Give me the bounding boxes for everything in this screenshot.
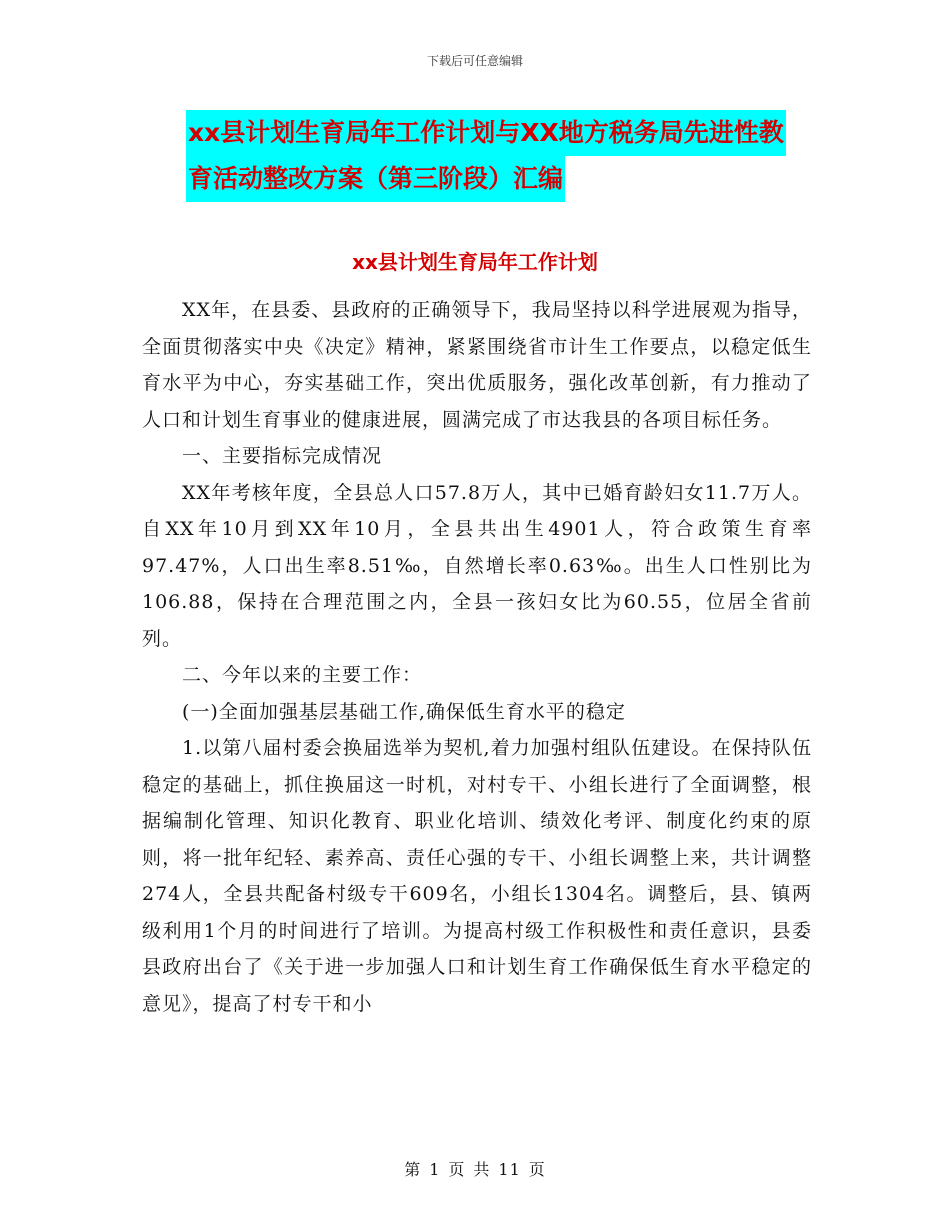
heading-main-work: 二、今年以来的主要工作： [182,664,423,686]
paragraph-team-building: 1.以第八届村委会换届选举为契机,着力加强村组队伍建设。在保持队伍稳定的基础上，抓住换届这一时机，对村专干、小组长进行了全面调整，根据编制化管理、知识化教育、职业化培训、绩效化考评、制度化约束的原则，将一批年纪轻、素养高、责任心强的专干、小组长调整上来，共计调整274人，全县共配备村级专干609名，小组长1304名。调整后，县、镇两级利用1个月的时间进行了培训。为提高村级工作积极性和责任意识，县委县政府出台了《关于进一步加强人口和计划生育工作确保低生育水平稳定的意见》，提高了村专干和小 [142,737,812,1015]
footer-page-current: 1 [429,1160,441,1179]
subheading-grassroots: (一)全面加强基层基础工作,确保低生育水平的稳定 [182,700,626,723]
header-note: 下载后可任意编辑 [426,54,523,68]
document-title [186,110,826,202]
footer-total-label: 共 [473,1160,491,1179]
page-footer [0,1157,950,1180]
footer-page-unit: 页 [448,1160,466,1179]
footer-page-label: 第 [404,1160,422,1179]
paragraph-indicators: XX年考核年度，全县总人口57.8万人，其中已婚育龄妇女11.7万人。自XX年10月到XX年10月，全县共出生4901人，符合政策生育率97.47%，人口出生率8.51‰，自然增长率0.63‰。出生人口性别比为106.88，保持在合理范围之内，全县一孩妇女比为60.55，位居全省前列。 [142,481,812,650]
paragraph-intro: XX年，在县委、县政府的正确领导下，我局坚持以科学进展观为指导，全面贯彻落实中央《决定》精神，紧紧围绕省市计生工作要点，以稳定低生育水平为中心，夯实基础工作，突出优质服务，强化改革创新，有力推动了人口和计划生育事业的健康进展，圆满完成了市达我县的各项目标任务。 [142,299,812,431]
heading-main-indicators: 一、主要指标完成情况 [182,445,383,467]
footer-page-total: 11 [498,1160,521,1179]
document-title-line-2: 育活动整改方案（第三阶段）汇编 [186,156,565,202]
document-title-line-1: xx县计划生育局年工作计划与XX地方税务局先进性教 [186,110,786,156]
footer-total-unit: 页 [528,1160,546,1179]
document-body [142,292,812,1022]
section-title: xx县计划生育局年工作计划 [352,250,598,274]
